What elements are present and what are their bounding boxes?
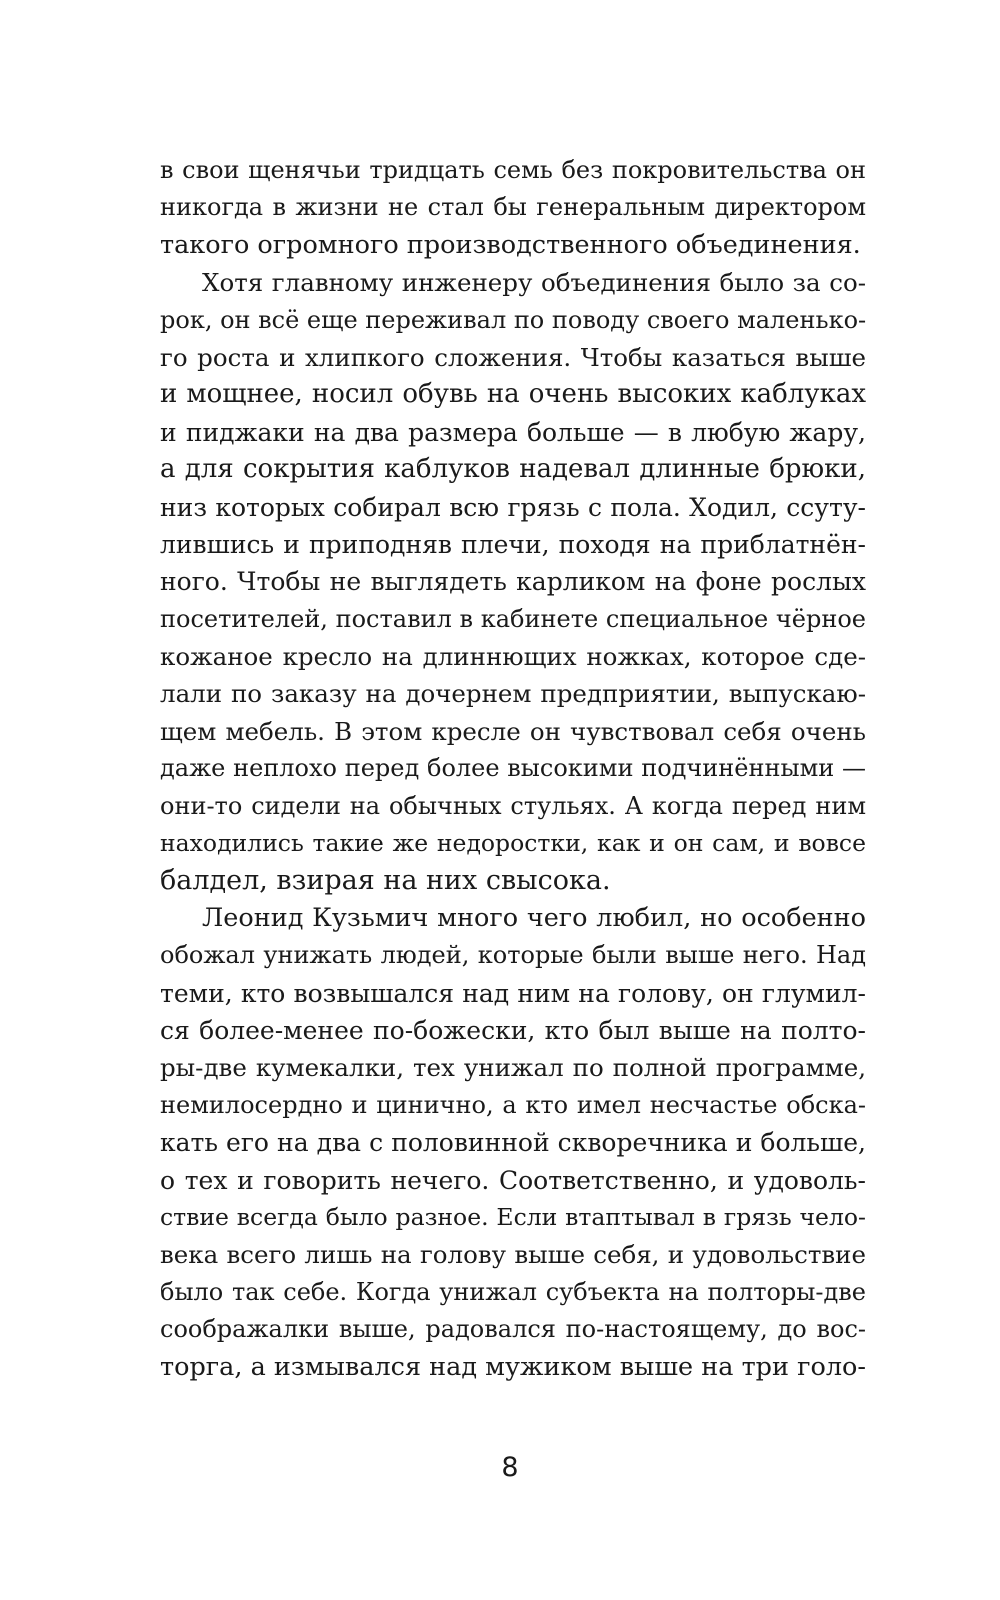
text-line: никогда в жизни не стал бы генеральным директором — [160, 193, 866, 222]
text-line: находились такие же недоростки, как и он сам, и вовсе — [160, 829, 866, 858]
text-line: а для сокрытия каблуков надевал длинные брюки, — [160, 454, 866, 485]
text-line: обожал унижать людей, которые были выше него. Над — [160, 941, 866, 970]
page-number: 8 — [501, 1452, 519, 1483]
text-line: ся более-менее по-божески, кто был выше на полто- — [160, 1015, 866, 1045]
text-line: торга, а измывался над мужиком выше на три голо- — [160, 1351, 866, 1382]
text-line: и пиджаки на два размера больше — в любую жару, — [160, 417, 866, 447]
text-line: о тех и говорить нечего. Соответственно, и удоволь- — [160, 1165, 866, 1195]
text-line: балдел, взирая на них свысока. — [160, 865, 611, 897]
text-line: лали по заказу на дочернем предприятии, выпускаю- — [160, 679, 866, 709]
text-line: века всего лишь на голову выше себя, и удовольствие — [160, 1240, 866, 1270]
paragraph-start-line: Леонид Кузьмич много чего любил, но особенно — [202, 902, 866, 933]
text-line: низ которых собирал всю грязь с пола. Ходил, ссуту- — [160, 492, 866, 522]
text-line: кать его на два с половинной скворечника и больше, — [160, 1128, 866, 1158]
text-line: и мощнее, носил обувь на очень высоких каблуках — [160, 379, 866, 410]
text-line: ры-две кумекалки, тех унижал по полной программе, — [160, 1053, 866, 1083]
text-line: лившись и приподняв плечи, походя на приблатнён- — [160, 529, 866, 559]
text-line: щем мебель. В этом кресле он чувствовал себя очень — [160, 716, 866, 746]
text-line: посетителей, поставил в кабинете специальное чёрное — [160, 604, 866, 633]
text-line: соображалки выше, радовался по-настоящему, до вос- — [160, 1315, 866, 1344]
text-line: было так себе. Когда унижал субъекта на полторы-две — [160, 1277, 866, 1306]
text-line: даже неплохо перед более высокими подчинёнными — — [160, 754, 866, 783]
paragraph-start-line: Хотя главному инженеру объединения было за со- — [202, 268, 866, 298]
text-line: такого огромного производственного объединения. — [160, 229, 861, 260]
text-line: кожаное кресло на длиннющих ножках, которое сде- — [160, 642, 866, 672]
text-line: рок, он всё еще переживал по поводу своего маленько- — [160, 305, 867, 334]
text-line: го роста и хлипкого сложения. Чтобы казаться выше — [160, 342, 866, 372]
text-line: они-то сидели на обычных стульях. А когда перед ним — [160, 791, 866, 820]
text-line: ствие всегда было разное. Если втаптывал в грязь чело- — [160, 1202, 866, 1231]
body-text — [160, 152, 866, 1386]
text-line: в свои щенячьи тридцать семь без покровительства он — [160, 156, 866, 184]
text-line: теми, кто возвышался над ним на голову, он глумил- — [160, 978, 866, 1008]
text-line: немилосердно и цинично, а кто имел несчастье обска- — [160, 1090, 866, 1119]
text-line: ного. Чтобы не выглядеть карликом на фоне рослых — [160, 567, 866, 597]
